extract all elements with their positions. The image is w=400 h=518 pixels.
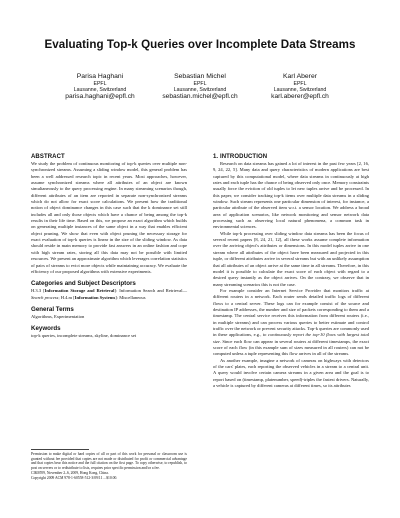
permission-block	[31, 446, 187, 480]
author-affiliation: EPFL	[193, 81, 207, 87]
author-affiliation: EPFL	[293, 81, 307, 87]
intro-paragraph: While top-k processing over sliding window data streams has been the focus of several recent papers [8, 24, 21, 12], all these works assume complete information over the arriving object's attributes or dimensions. In this model tuples arrive in one stream where all attributes of the object have been measured and projected in this tuple, or different attributes arrive in several streams but with an unlikely assumption that all attributes of an object arrive at the same time in all streams. Therefore, in this model it is possible to calculate the exact score of each object with regard to a desired query instantly as the object arrives. On the contrary, we observe that in many streaming scenarios this is not the case.	[213, 230, 369, 287]
general-terms-text: Algorithms, Experimentation	[31, 313, 85, 319]
abstract-heading: ABSTRACT	[31, 154, 65, 160]
author-email: sebastian.michel@epfl.ch	[162, 93, 238, 100]
keywords-heading: Keywords	[31, 325, 61, 333]
author-block	[240, 73, 360, 101]
intro-paragraph: Research on data streams has gained a lot of interest in the past few years [2, 16, 9, 24, 22, 5]. Many data and query characteristics of modern applications are best captured by this computational model, where data streams in continuously at high rates and each tuple has the chance of being observed only once. Memory constraints usually force the eviction of old tuples to let new tuples arrive and be processed. In this paper, we consider tracking top-k items over multiple data streams in a sliding window. Such stream represents one particular dimension of interest, for instance, a particular attribute of the observed item w.r.t. a sensor location. We address a broad area of application scenarios, like network monitoring and sensor network data processing such as observing local natural phenomena, a common task in environmental sciences.	[213, 161, 369, 230]
keywords-text: top-k queries, incomplete streams, skyline, dominance set	[31, 333, 137, 339]
paper-title: Evaluating Top-k Queries over Incomplete Data Streams	[44, 38, 356, 51]
author-location: Lausanne, Switzerland	[273, 87, 327, 93]
copyright-line: Copyright 2009 ACM 978-1-60558-512-3/09/11 ...$10.00.	[31, 475, 118, 480]
author-email: parisa.haghani@epfl.ch	[65, 93, 135, 100]
right-column	[213, 153, 369, 389]
left-column	[31, 153, 188, 480]
author-name: Sebastian Michel	[174, 73, 226, 80]
abstract-text: We study the problem of continuous monitoring of top-k queries over multiple non-synchronized streams. Assuming a sliding window model, this general problem has been a well addressed research topic in recent years. Most approaches, however, assume synchronized streams where all attributes of an object are known simultaneously to the query processing engine. In many streaming scenarios though, different attributes of an item are reported in separate non-synchronized streams which do not allow for exact score calculations. We present how the traditional notion of object dominance changes in this case such that the k dominance set still includes all and only those objects which have a chance of being among the top-k results in their life time. Based on this, we propose an exact algorithm which builds on generating multiple instances of the same object in a way that enables efficient object pruning. We show that even with object pruning the necessary storage for exact evaluation of top-k queries is linear in the size of the sliding window. As data should reside in main memory to provide fast answers in an online fashion and cope with high stream rates, storing all this data may not be possible with limited resources. We present an approximate algorithm which leverages correlation statistics of pairs of streams to evict more objects while maintaining accuracy. We evaluate the efficiency of our proposed algorithms with extensive experiments.	[31, 161, 187, 274]
author-affiliation: EPFL	[93, 81, 107, 87]
general-terms-heading: General Terms	[31, 305, 74, 313]
intro-paragraph: For example consider an Internet Service Provider that monitors traffic at different routers in a network. Each router sends detailed traffic logs of different flows to a central server. These logs can for example consist of the source and destination IP addresses, the number and size of packets corresponding to them and a timestamp. The central service receives this information from different routers (i.e., in multiple streams) and can process various queries to better estimate and control traffic over the network or prevent security attacks. Top-k queries are commonly used in these applications, e.g., to continuously report the top-10 flows with largest total size. Since each flow can appear in several routers at different timestamps, the exact score of each flow (in this example sum of sizes measured in all routers) can not be computed unless a tuple representing this flow arrives in all of the streams.	[213, 287, 369, 357]
author-location: Lausanne, Switzerland	[173, 87, 227, 93]
categories-heading: Categories and Subject Descriptors	[31, 280, 136, 288]
author-location: Lausanne, Switzerland	[73, 87, 127, 93]
author-email: karl.aberer@epfl.ch	[271, 93, 329, 100]
footnote-rule	[31, 449, 89, 450]
permission-notice: Permission to make digital or hard copies of all or part of this work for personal or classroom use is granted without fee provided that copies are not made or distributed for profit or commercial advantage and that copies bear this notice and the full citation on the first page. To copy otherwise, to republish, to post on servers or to redistribute to lists, requires prior specific permission and/or a fee.	[31, 452, 187, 471]
conference-line: CIKM'09, November 2–6, 2009, Hong Kong, China.	[31, 470, 109, 475]
author-name: Parisa Haghani	[76, 73, 124, 80]
categories-text: H.3.3 [Information Storage and Retrieval]: Information Search and Retrieval—Search process; H.4.m [Information Systems]: Miscellaneous	[31, 288, 188, 300]
intro-paragraph: As another example, imagine a network of cameras on highways with detectors of the cars' plates, each reporting the observed vehicles in a stream to a central unit. A query would involve certain camera streams in a given area and the goal is to report based on (timestamp, platenumber, speed)-triples the fastest drivers. Naturally, a vehicle is captured by different cameras at different times, so its attributes	[213, 357, 369, 389]
intro-heading: 1. INTRODUCTION	[213, 154, 268, 160]
author-name: Karl Aberer	[282, 73, 317, 80]
